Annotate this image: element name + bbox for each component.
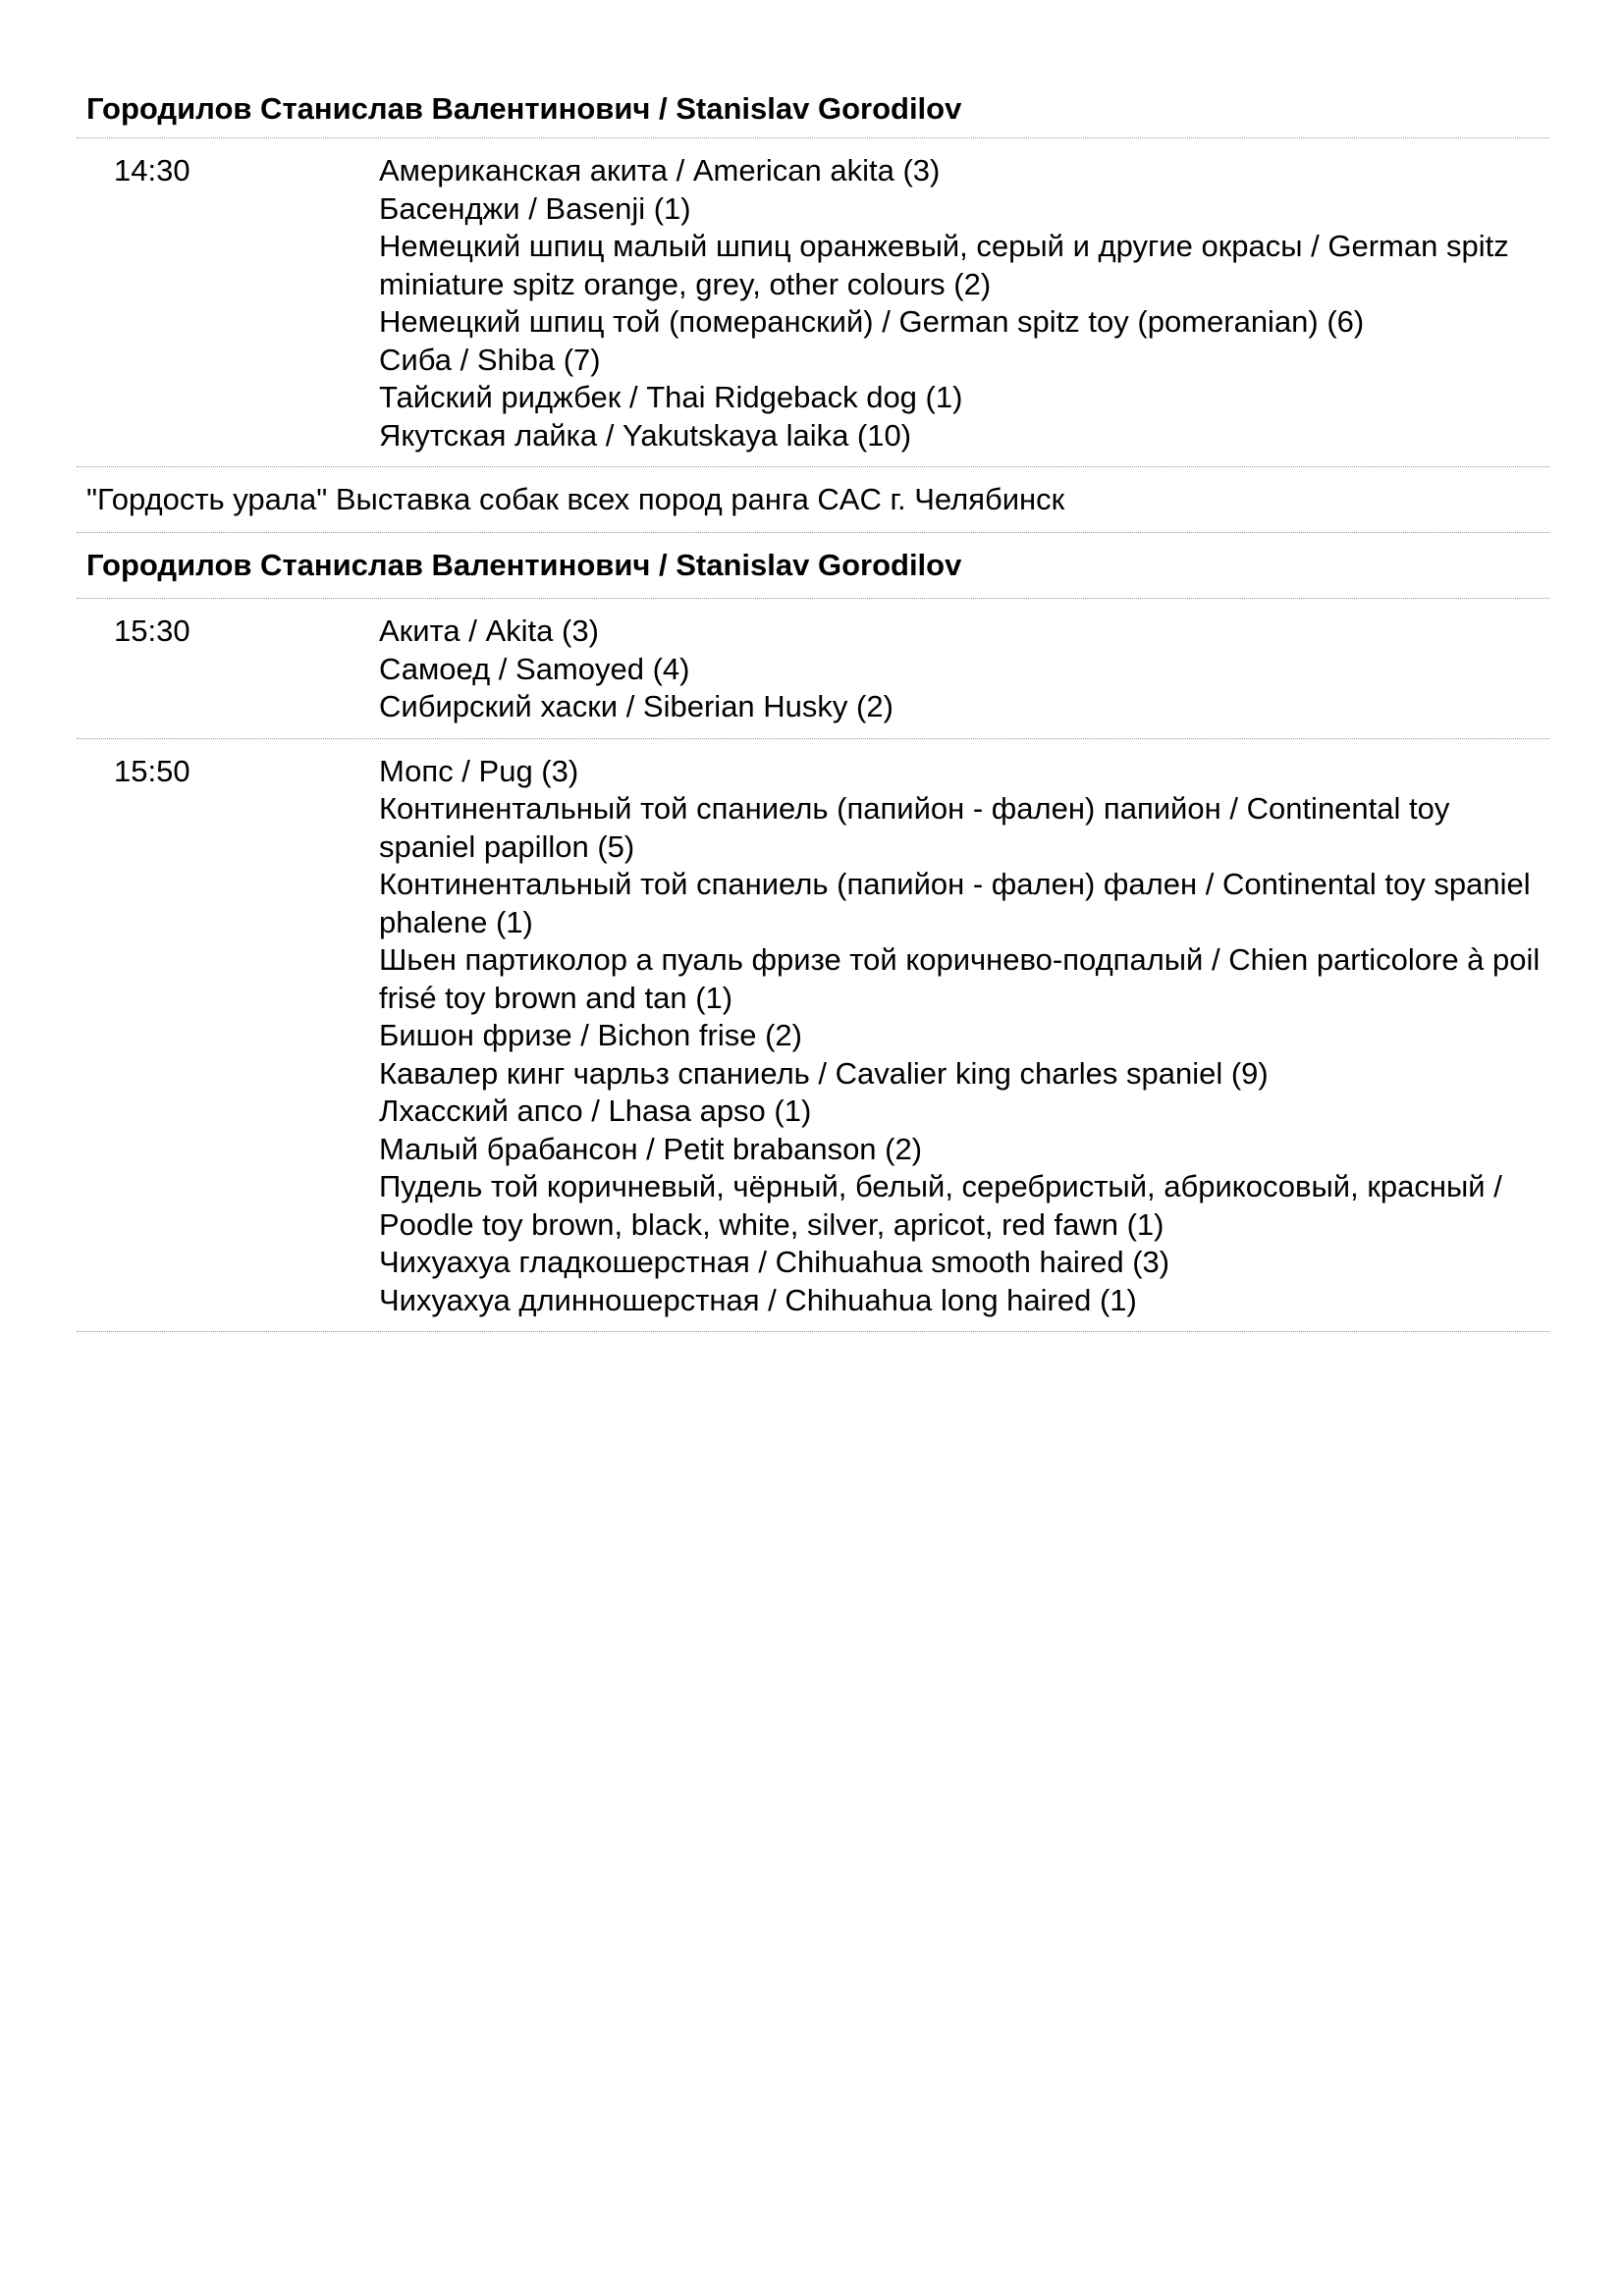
breed-entry: Континентальный той спаниель (папийон - фален) фален / Continental toy spaniel phalene (1) — [379, 867, 1531, 939]
breed-entry: Пудель той коричневый, чёрный, белый, серебристый, абрикосовый, красный / Poodle toy brown, black, white, silver, apricot, red fawn (1) — [379, 1169, 1502, 1242]
breed-entry: Сиба / Shiba (7) — [379, 342, 601, 377]
breed-entry: Чихуахуа длинношерстная / Chihuahua long haired (1) — [379, 1282, 1137, 1317]
breed-entry: Континентальный той спаниель (папийон - фален) папийон / Continental toy spaniel papillon (5) — [379, 791, 1450, 864]
breed-entry: Шьен партиколор а пуаль фризе той коричнево-подпалый / Chien particolore à poil frisé toy brown and tan (1) — [379, 942, 1541, 1015]
slot-time: 14:30 — [114, 153, 190, 187]
breed-entry: Малый брабансон / Petit brabanson (2) — [379, 1131, 923, 1166]
time-slot — [77, 739, 1549, 1333]
breed-entry: Сибирский хаски / Siberian Husky (2) — [379, 689, 893, 723]
breed-list — [379, 613, 1549, 726]
time-slot — [77, 599, 1549, 739]
breed-entry: Самоед / Samoyed (4) — [379, 651, 690, 686]
breed-entry: Немецкий шпиц малый шпиц оранжевый, серый и другие окрасы / German spitz miniature spitz orange, grey, other colours (2) — [379, 229, 1509, 301]
breed-list — [379, 152, 1549, 454]
show-title: "Гордость урала" Выставка собак всех пород ранга CAC г. Челябинск — [77, 467, 1549, 533]
breed-entry: Мопс / Pug (3) — [379, 753, 579, 788]
time-slot — [77, 138, 1549, 467]
judge-name: Городилов Станислав Валентинович / Stanislav Gorodilov — [77, 533, 1549, 599]
breed-entry: Чихуахуа гладкошерстная / Chihuahua smooth haired (3) — [379, 1245, 1170, 1279]
breed-entry: Тайский риджбек / Thai Ridgeback dog (1) — [379, 380, 963, 414]
breed-entry: Немецкий шпиц той (померанский) / German spitz toy (pomeranian) (6) — [379, 304, 1365, 339]
slot-time: 15:30 — [114, 614, 190, 648]
breed-entry: Бишон фризе / Bichon frise (2) — [379, 1018, 802, 1052]
breed-list — [379, 753, 1549, 1320]
schedule-page — [77, 90, 1549, 1332]
breed-entry: Акита / Akita (3) — [379, 614, 599, 648]
breed-entry: Басенджи / Basenji (1) — [379, 190, 691, 226]
judge-name: Городилов Станислав Валентинович / Stanislav Gorodilov — [77, 90, 1549, 138]
slot-time: 15:50 — [114, 753, 190, 788]
breed-entry: Лхасский апсо / Lhasa apso (1) — [379, 1094, 812, 1128]
breed-entry: Американская акита / American akita (3) — [379, 153, 941, 187]
breed-entry: Кавалер кинг чарльз спаниель / Cavalier king charles spaniel (9) — [379, 1055, 1269, 1091]
breed-entry: Якутская лайка / Yakutskaya laika (10) — [379, 417, 912, 453]
